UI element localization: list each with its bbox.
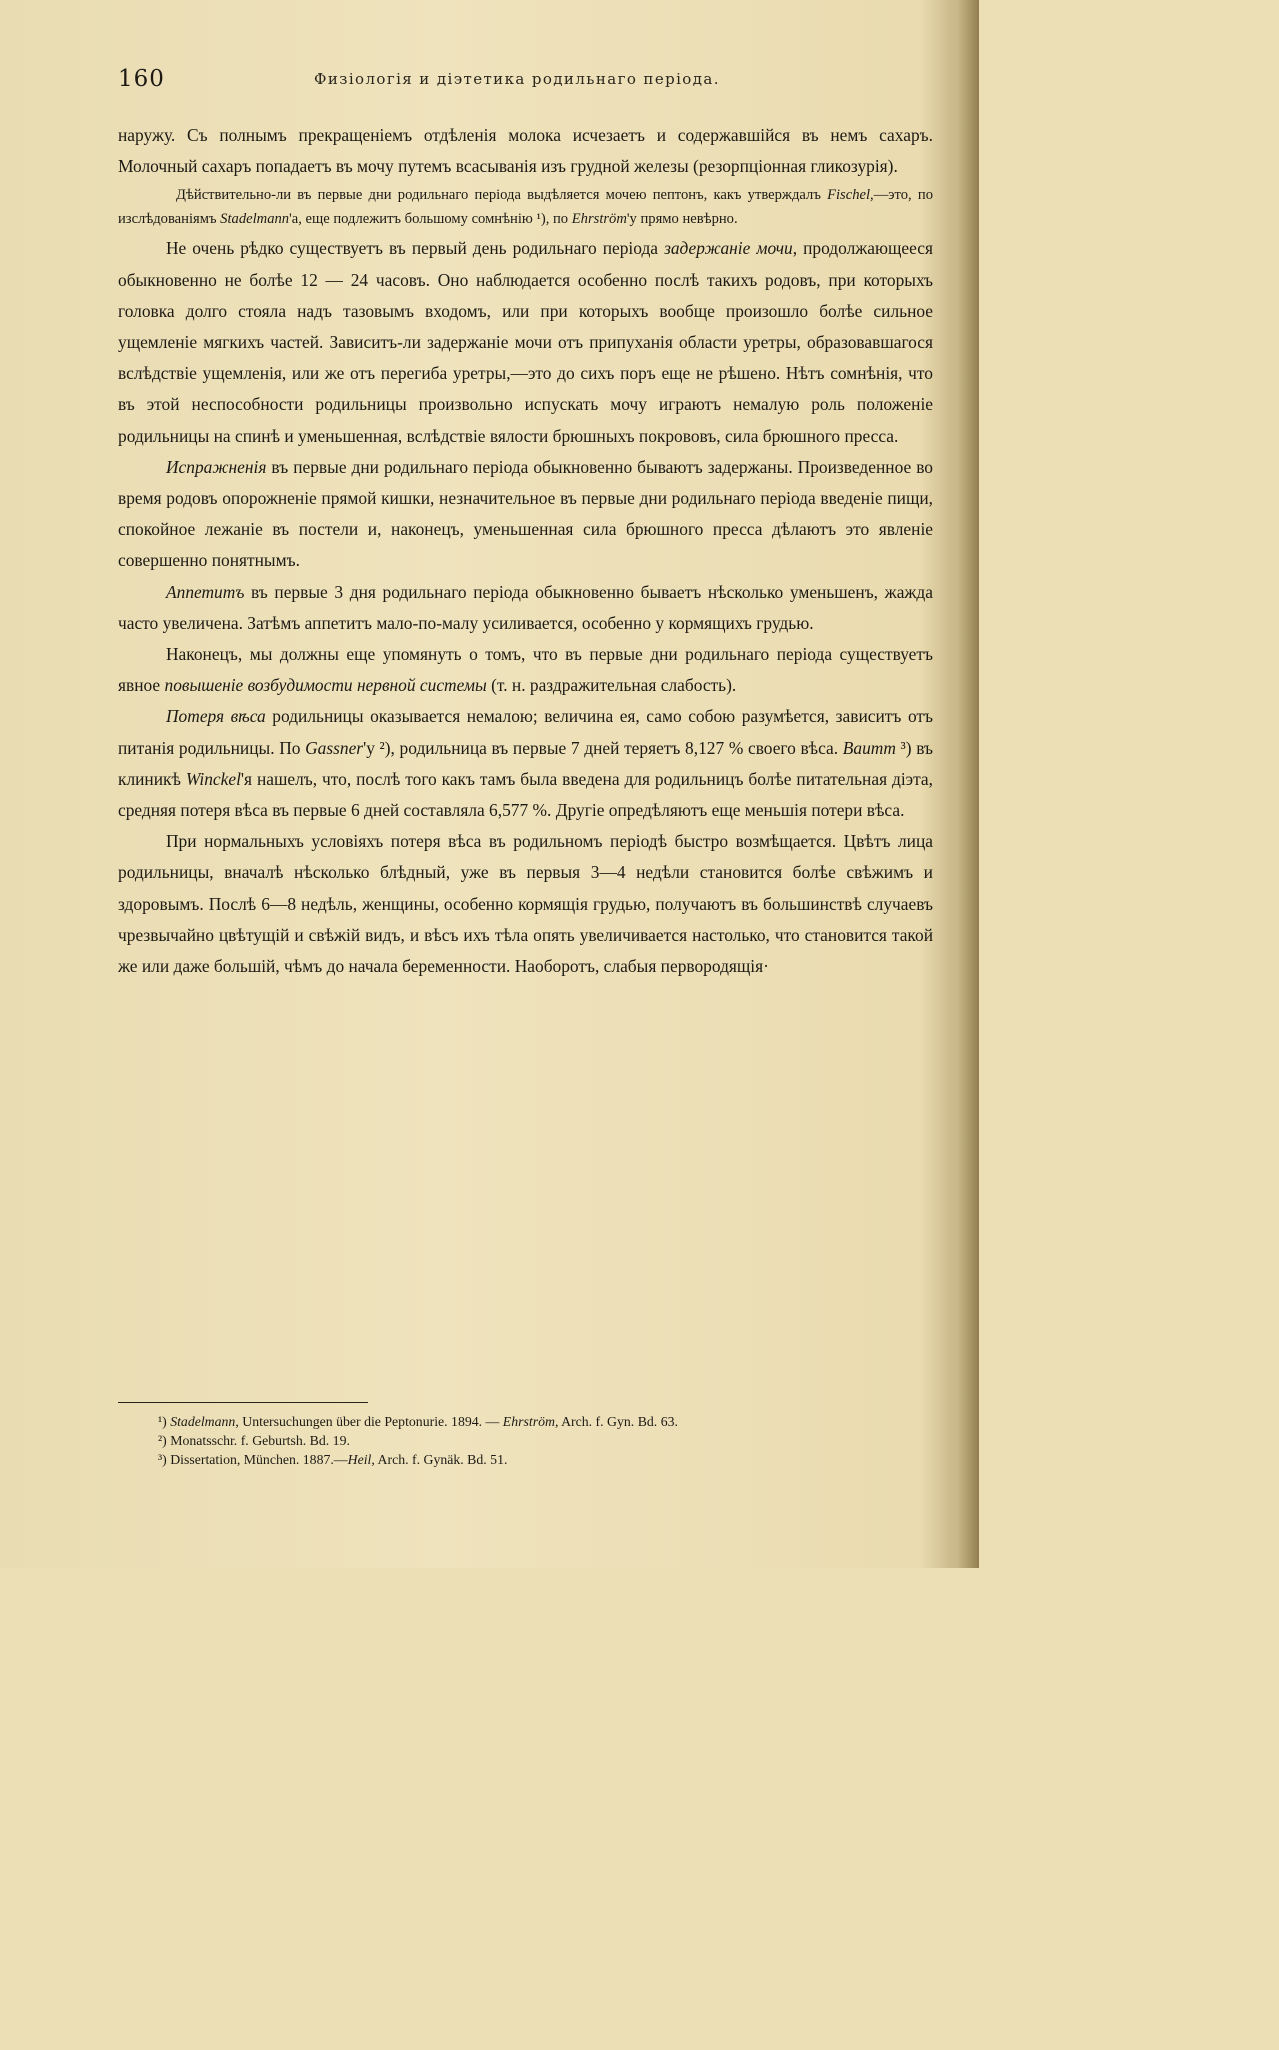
footnote-2: ²) Monatsschr. f. Geburtsh. Bd. 19. xyxy=(158,1433,350,1448)
paragraph-appetite: Аппетитъ въ первые 3 дня родильнаго періода обыкновенно бываетъ нѣсколько уменьшенъ, жажда часто увеличена. Затѣмъ аппетитъ мало-по-малу усиливается, особенно у кормящихъ грудью. xyxy=(118,581,933,633)
paragraph-urine-retention: Не очень рѣдко существуетъ въ первый день родильнаго періода задержаніе мочи, продолжающееся обыкновенно не болѣе 12 — 24 часовъ. Оно наблюдается особенно послѣ такихъ родовъ, при которыхъ головка долго стояла надъ тазовымъ входомъ, или при которыхъ вообще произошло болѣе сильное ущемленіе мягкихъ частей. Зависитъ-ли задержаніе мочи отъ припуханія области уретры, образовавшагося вслѣдствіе ущемленія, или же отъ перегиба уретры,—это до сихъ поръ еще не рѣшено. Нѣтъ сомнѣнія, что въ этой неспособности родильницы произвольно испускать мочу играютъ немалую роль положеніе родильницы на спинѣ и уменьшенная, вслѣдствіе вялости брюшныхъ покрововъ, сила брюшного пресса. xyxy=(118,238,933,446)
emphasis-term: Аппетитъ xyxy=(166,581,245,602)
author-name: Heil xyxy=(347,1452,372,1467)
footnotes xyxy=(118,1412,933,1469)
paragraph-bowel: Испражненія въ первые дни родильнаго періода обыкновенно бываютъ задержаны. Произведенное во время родовъ опорожненіе прямой кишки, незначительное въ первые дни родильнаго періода введеніе пищи, спокойное лежаніе въ постели и, наконецъ, уменьшенная сила брюшного пресса дѣлаютъ это явленіе совершенно понятнымъ. xyxy=(118,456,933,571)
footnote-3: ³) Dissertation, München. 1887.—Heil, Arch. f. Gynäk. Bd. 51. xyxy=(158,1452,508,1467)
author-name: Ehrström xyxy=(502,1414,555,1429)
author-name: Ehrström xyxy=(571,211,627,228)
page-header xyxy=(118,62,938,98)
small-print-paragraph: Дѣйствительно-ли въ первые дни родильнаго періода выдѣляется мочею пептонъ, какъ утверждалъ Fischel,—это, по изслѣдованіямъ Stadelmann'а, еще подлежитъ большому сомнѣнію ¹), по Ehrström'у прямо невѣрно. xyxy=(118,187,933,228)
paragraph-recovery: При нормальныхъ условіяхъ потеря вѣса въ родильномъ періодѣ быстро возмѣщается. Цвѣтъ лица родильницы, вначалѣ нѣсколько блѣдный, уже въ первыя 3—4 недѣли становится болѣе свѣжимъ и здоровымъ. Послѣ 6—8 недѣль, женщины, особенно кормящія грудью, получаютъ въ большинствѣ случаевъ чрезвычайно цвѣтущій и свѣжій видъ, и вѣсъ ихъ тѣла опять увеличивается настолько, что становится такой же или даже большій, чѣмъ до начала беременности. Наоборотъ, слабыя первородящія· xyxy=(118,831,933,977)
paragraph-nervous-system: Наконецъ, мы должны еще упомянуть о томъ, что въ первые дни родильнаго періода существуетъ явное повышеніе возбудимости нервной системы (т. н. раздражительная слабость). xyxy=(118,644,933,696)
author-name: Gassner xyxy=(305,737,364,758)
body-text xyxy=(118,120,933,982)
author-name: Winckel xyxy=(185,768,241,789)
emphasis-term: задержаніе мочи xyxy=(664,238,793,259)
author-name: Baumm xyxy=(842,737,896,758)
footnote-1: ¹) Stadelmann, Untersuchungen über die Peptonurie. 1894. — Ehrström, Arch. f. Gyn. Bd. 63. xyxy=(158,1414,678,1429)
author-name: Stadelmann xyxy=(170,1414,236,1429)
author-name: Stadelmann xyxy=(220,211,290,228)
page-number: 160 xyxy=(118,66,165,92)
paragraph-continued: наружу. Съ полнымъ прекращеніемъ отдѣленія молока исчезаетъ и содержавшійся въ немъ сахаръ. Молочный сахаръ попадаетъ въ мочу путемъ всасыванія изъ грудной железы (резорпціонная гликозурія). xyxy=(118,125,933,177)
emphasis-term: Потеря вѣса xyxy=(166,706,266,727)
author-name: Fischel xyxy=(827,187,871,204)
page-edge-shadow xyxy=(957,0,979,1568)
paragraph-weight-loss: Потеря вѣса родильницы оказывается немалою; величина ея, само собою разумѣется, зависитъ отъ питанія родильницы. По Gassner'у ²), родильница въ первые 7 дней теряетъ 8,127 % своего вѣса. Baumm ³) въ клиникѣ Winckel'я нашелъ, что, послѣ того какъ тамъ была введена для родильницъ болѣе питательная діэта, средняя потеря вѣса въ первые 6 дней составляла 6,577 %. Другіе опредѣляютъ еще меньшія потери вѣса. xyxy=(118,706,933,821)
emphasis-term: повышеніе возбудимости нервной системы xyxy=(164,675,487,696)
footnote-rule xyxy=(118,1402,368,1403)
running-title: Физіологія и діэтетика родильнаго періода. xyxy=(314,70,720,88)
emphasis-term: Испражненія xyxy=(166,456,267,477)
